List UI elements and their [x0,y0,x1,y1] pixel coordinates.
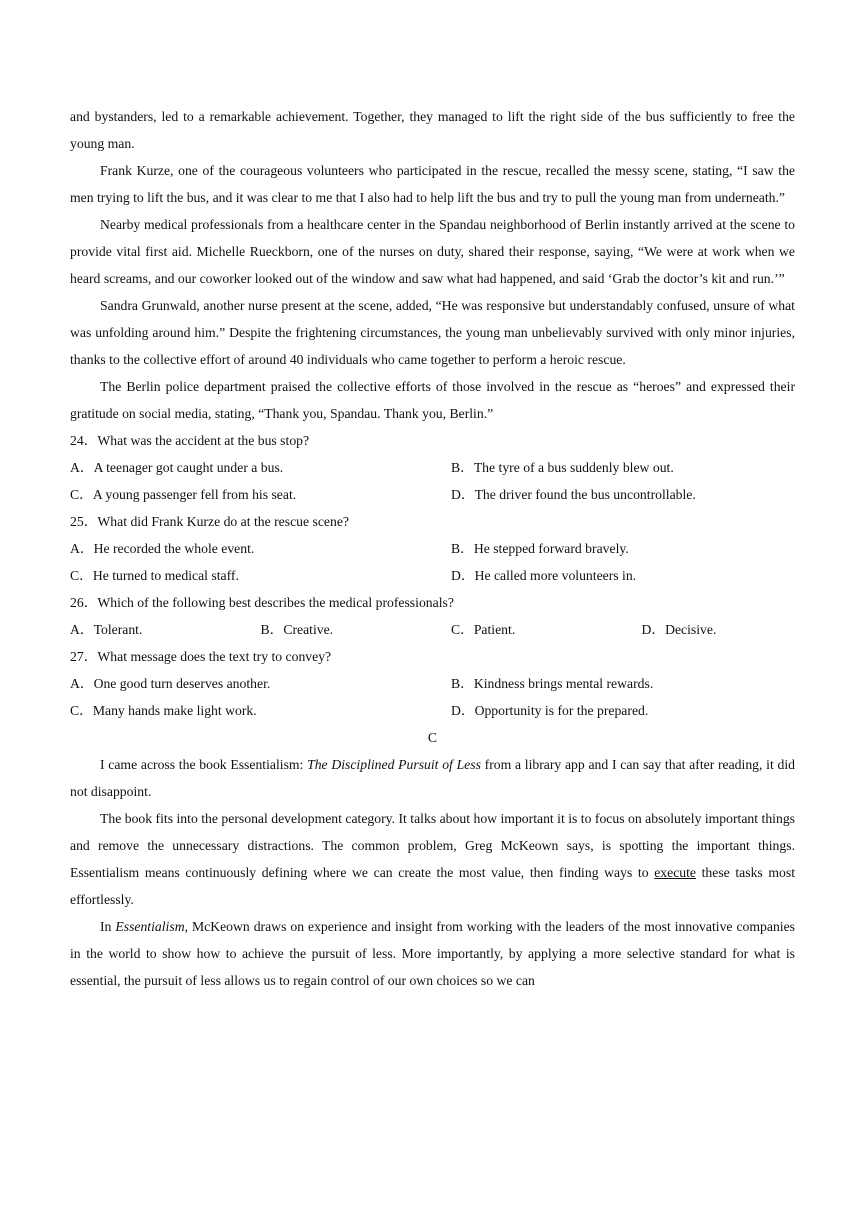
passage-paragraph [70,751,795,805]
question-25 [70,508,795,589]
question-stem: 27．What message does the text try to convey? [70,649,332,664]
question-26 [70,589,795,643]
option-a: A．Tolerant. [70,622,143,637]
passage-paragraph [70,913,795,994]
option-c: C．Many hands make light work. [70,703,257,718]
option-a: A．He recorded the whole event. [70,541,255,556]
underlined-word: execute [654,865,696,880]
options-row [70,697,795,724]
option-c: C．A young passenger fell from his seat. [70,487,297,502]
book-title-italic: The Disciplined Pursuit of Less [307,757,481,772]
document-page [70,103,795,994]
text-run: from a library app and I can say that after reading, it did not disappoint. [70,757,795,799]
option-b: B．Creative. [260,622,334,637]
text-run: these tasks most effortlessly. [70,865,795,907]
option-d: D．He called more volunteers in. [451,568,637,583]
option-b: B．Kindness brings mental rewards. [451,676,654,691]
option-a: A．A teenager got caught under a bus. [70,460,284,475]
option-a: A．One good turn deserves another. [70,676,271,691]
passage-paragraph: The Berlin police department praised the collective efforts of those involved in the rescue as “heroes” and expressed their gratitude on social media, stating, “Thank you, Spandau. Thank you, Berlin.” [70,379,795,421]
option-d: D．Decisive. [641,622,717,637]
options-row [70,454,795,481]
option-d: D．The driver found the bus uncontrollable. [451,487,696,502]
text-run: In [100,919,116,934]
question-24 [70,427,795,508]
option-b: B．He stepped forward bravely. [451,541,629,556]
passage-paragraph: Nearby medical professionals from a healthcare center in the Spandau neighborhood of Berlin instantly arrived at the scene to provide vital first aid. Michelle Rueckborn, one of the nurses on duty, shared their response, saying, “We were at work when we heard screams, and our coworker looked out of the window and saw what had happened, and said ‘Grab the doctor’s kit and run.’” [70,217,795,286]
options-row [70,535,795,562]
question-stem: 25．What did Frank Kurze do at the rescue scene? [70,514,349,529]
option-d: D．Opportunity is for the prepared. [451,703,649,718]
question-stem: 24．What was the accident at the bus stop? [70,433,310,448]
passage-paragraph [70,805,795,913]
passage-paragraph: and bystanders, led to a remarkable achievement. Together, they managed to lift the right side of the bus sufficiently to free the young man. [70,109,795,151]
section-heading: C [427,730,438,745]
question-27 [70,643,795,724]
passage-paragraph: Frank Kurze, one of the courageous volunteers who participated in the rescue, recalled the messy scene, stating, “I saw the men trying to lift the bus, and it was clear to me that I also had to help lift the bus and try to pull the young man from underneath.” [70,163,795,205]
options-row [70,670,795,697]
option-c: C．He turned to medical staff. [70,568,239,583]
option-b: B．The tyre of a bus suddenly blew out. [451,460,674,475]
options-row [70,616,795,643]
text-run: I came across the book Essentialism: [100,757,308,772]
passage-paragraph: Sandra Grunwald, another nurse present at the scene, added, “He was responsive but understandably confused, unsure of what was unfolding around him.” Despite the frightening circumstances, the young man unbelievably survived with only minor injuries, thanks to the collective effort of around 40 individuals who came together to perform a heroic rescue. [70,298,795,367]
option-c: C．Patient. [451,622,516,637]
options-row [70,481,795,508]
book-title-italic: Essentialism [115,919,185,934]
question-stem: 26．Which of the following best describes the medical professionals? [70,595,454,610]
text-run: , McKeown draws on experience and insight from working with the leaders of the most innovative companies in the world to show how to achieve the pursuit of less. More importantly, by applying a more selective standard for what is essential, the pursuit of less allows us to regain control of our own choices so we can [70,919,795,988]
options-row [70,562,795,589]
text-run: The book fits into the personal development category. It talks about how important it is to focus on absolutely important things and remove the unnecessary distractions. The common problem, Greg McKeown says, is spotting the important things. Essentialism means continuously defining where we can create the most value, then finding ways to [70,811,795,880]
